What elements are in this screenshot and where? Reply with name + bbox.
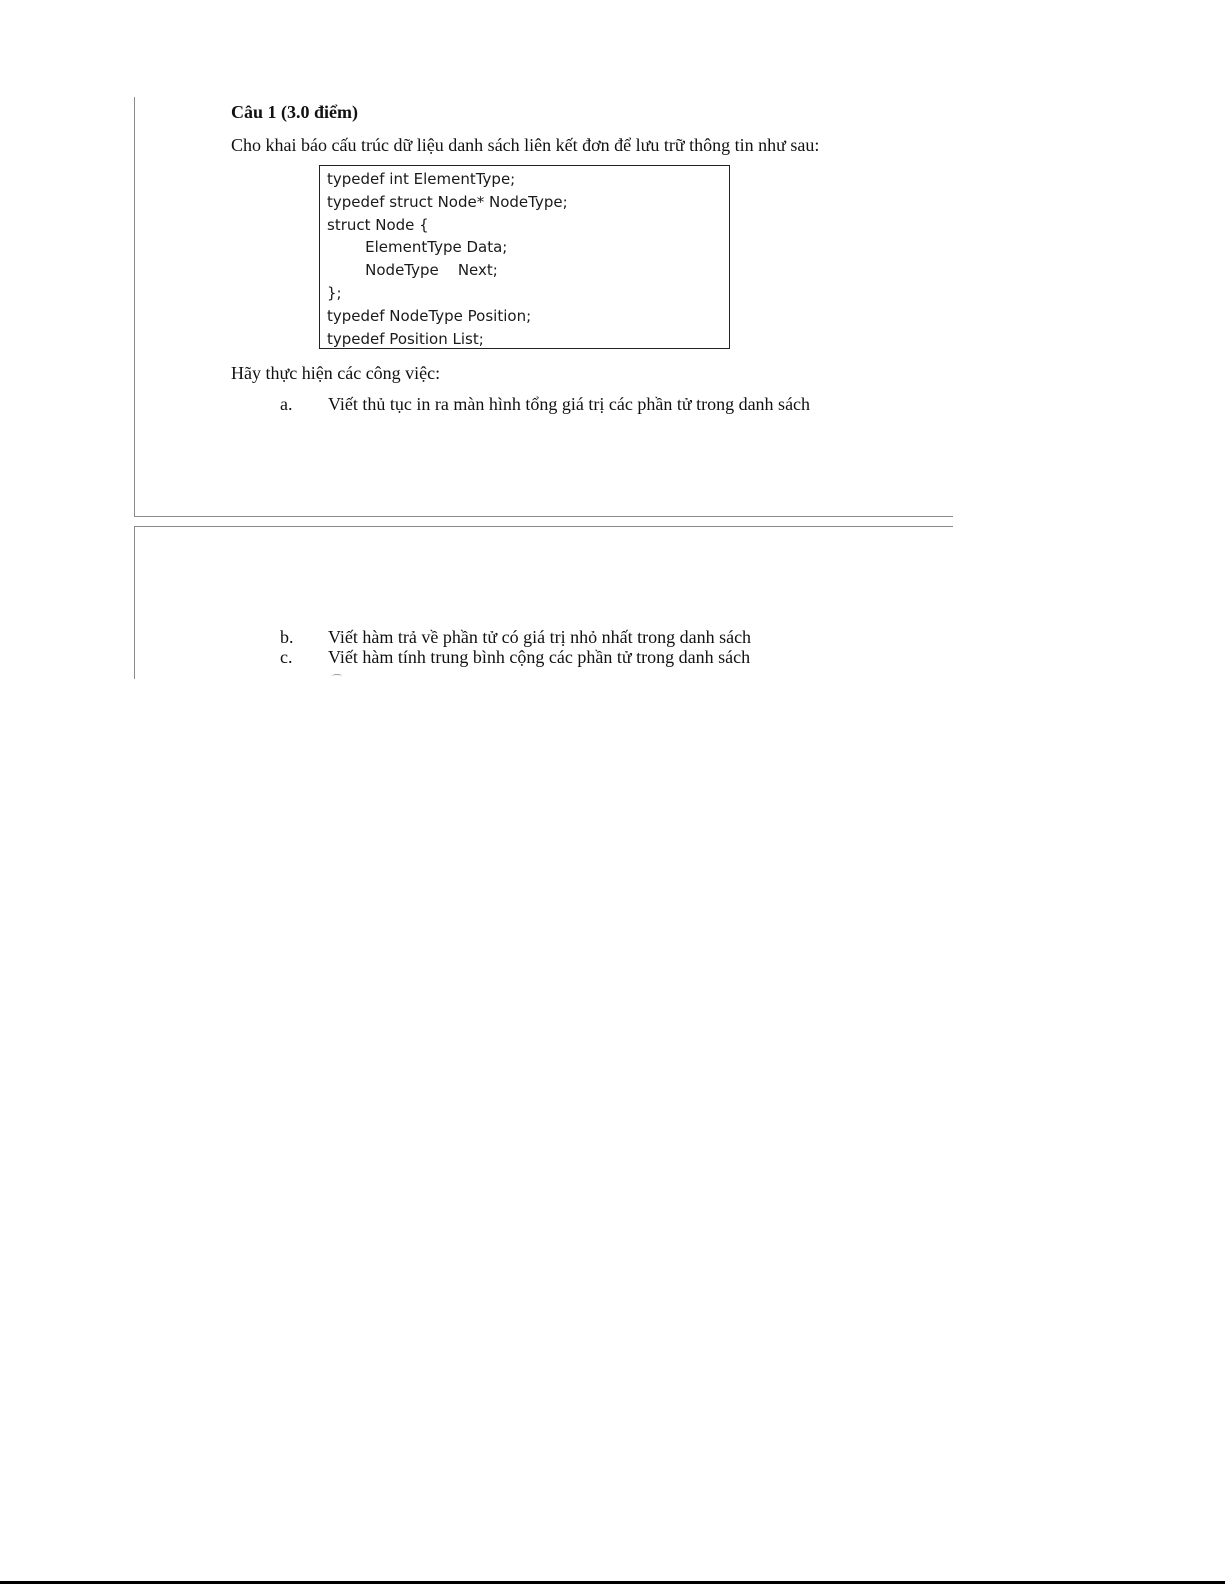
code-line: typedef struct Node* NodeType; (327, 192, 568, 211)
code-line: NodeType Next; (327, 261, 498, 280)
code-line: typedef NodeType Position; (327, 306, 532, 325)
task-label: c. (280, 647, 293, 667)
code-line: struct Node { (327, 215, 429, 234)
task-intro: Hãy thực hiện các công việc: (231, 363, 441, 383)
code-line: typedef int ElementType; (327, 170, 516, 188)
code-line: ElementType Data; (327, 238, 508, 257)
code-line: typedef Position List; (327, 329, 484, 348)
question-intro: Cho khai báo cấu trúc dữ liệu danh sách liên kết đơn để lưu trữ thông tin như sau: (231, 135, 820, 155)
task-text: Viết thủ tục in ra màn hình tổng giá trị các phần tử trong danh sách (328, 394, 811, 414)
task-text: Viết hàm trả về phần tử có giá trị nhỏ nhất trong danh sách (328, 627, 752, 647)
code-line: }; (327, 283, 342, 302)
cropped-text-fragment (332, 674, 342, 678)
bottom-rule (0, 1581, 1225, 1584)
question-title: Câu 1 (3.0 điểm) (231, 102, 358, 122)
task-label: a. (280, 394, 293, 414)
task-text: Viết hàm tính trung bình cộng các phần tử trong danh sách (328, 647, 751, 667)
task-label: b. (280, 627, 294, 647)
code-block (319, 165, 730, 349)
